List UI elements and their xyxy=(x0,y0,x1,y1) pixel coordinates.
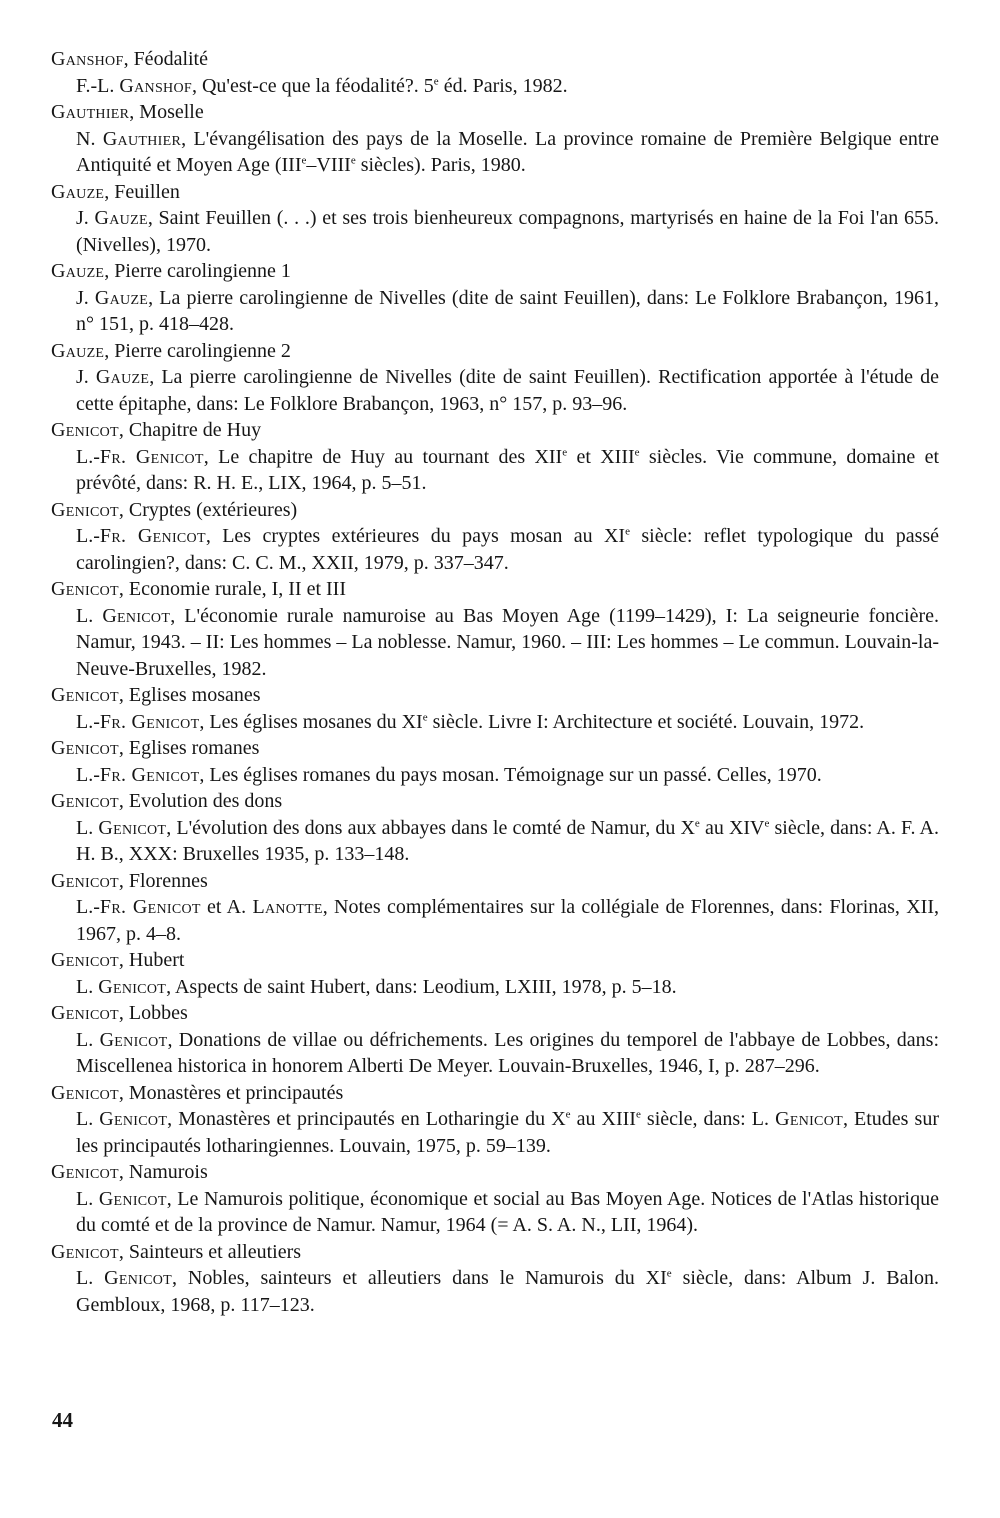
superscript: e xyxy=(350,154,356,167)
reference-text: J. xyxy=(76,286,95,309)
entry-author: Genicot xyxy=(51,949,119,971)
reference-text: J. xyxy=(76,366,96,388)
entry-short-title xyxy=(51,576,939,603)
entry-short-title xyxy=(51,788,939,815)
entry-short-title xyxy=(51,682,939,709)
superscript: e xyxy=(301,154,307,167)
author-name: Genicot xyxy=(775,1108,843,1130)
entry-reference xyxy=(51,1265,939,1318)
author-name: Genicot xyxy=(98,1187,167,1210)
author-name: Fr. Genicot xyxy=(99,525,206,547)
bibliography-entry xyxy=(51,868,939,948)
reference-text: siècle. Livre I: Architecture et société. Louvain, 1972. xyxy=(427,710,865,733)
bibliography-entry xyxy=(51,682,939,735)
entry-author: Gauze xyxy=(51,339,105,362)
entry-short-label: , Florennes xyxy=(118,869,208,892)
superscript: e xyxy=(562,445,568,458)
entry-reference xyxy=(51,205,939,258)
author-name: Genicot xyxy=(98,816,167,839)
entry-reference xyxy=(51,709,939,736)
entry-author: Genicot xyxy=(51,737,119,759)
bibliography-entry xyxy=(51,1159,939,1239)
bibliography-entry xyxy=(51,947,939,1000)
entry-short-label: , Cryptes (extérieures) xyxy=(118,498,298,521)
entry-author: Genicot xyxy=(51,578,119,600)
reference-text: L. xyxy=(76,604,103,627)
entry-author: Genicot xyxy=(51,419,119,441)
author-name: Lanotte xyxy=(252,896,323,918)
reference-text: , La pierre carolingienne de Nivelles (dite de saint Feuillen). Rectification apportée à l'étude de cette épitaphe, dans: Le Folklore Brabançon, 1963, n° 157, p. 93–96. xyxy=(76,366,939,415)
author-name: Genicot xyxy=(104,1267,173,1289)
reference-text: , Aspects de saint Hubert, dans: Leodium, LXIII, 1978, p. 5–18. xyxy=(166,975,677,998)
author-name: Genicot xyxy=(99,1028,168,1051)
reference-text: L. xyxy=(76,816,99,839)
superscript: e xyxy=(694,816,700,829)
author-name: Fr. Genicot xyxy=(99,763,200,786)
entry-short-label: , Féodalité xyxy=(123,48,208,70)
superscript: e xyxy=(625,525,630,538)
entry-short-title xyxy=(51,1000,939,1027)
entry-author: Genicot xyxy=(51,1002,119,1024)
reference-text: , Etudes sur les principautés lotharingiennes. Louvain, 1975, p. 59–139. xyxy=(76,1108,939,1157)
bibliography-entry xyxy=(51,1000,939,1080)
superscript: e xyxy=(433,74,439,87)
reference-text: L.- xyxy=(76,525,100,547)
reference-text: N. xyxy=(76,127,103,150)
superscript: e xyxy=(565,1108,571,1121)
entry-author: Gauthier xyxy=(51,101,130,123)
author-name: Gauze xyxy=(94,286,149,309)
entry-short-label: , Lobbes xyxy=(118,1002,188,1024)
bibliography-list xyxy=(51,46,939,1318)
entry-author: Genicot xyxy=(51,869,119,892)
reference-text: , Le chapitre de Huy au tournant des XII xyxy=(203,445,563,468)
bibliography-entry xyxy=(51,497,939,577)
entry-short-title xyxy=(51,735,939,762)
entry-reference xyxy=(51,285,939,338)
reference-text: –VIII xyxy=(306,154,351,176)
reference-text: L.- xyxy=(76,445,100,468)
reference-text: , Notes complémentaires sur la collégiale de Florennes, dans: Florinas, XII, 1967, p. 4–8. xyxy=(76,896,939,945)
entry-short-title xyxy=(51,46,939,73)
entry-short-label: , Chapitre de Huy xyxy=(118,419,262,441)
reference-text: éd. Paris, 1982. xyxy=(438,74,568,97)
author-name: Ganshof xyxy=(119,74,192,97)
entry-reference xyxy=(51,126,939,179)
reference-text: siècle, dans: A. F. A. H. B., XXX: Bruxelles 1935, p. 133–148. xyxy=(76,816,939,865)
author-name: Fr. Genicot xyxy=(99,710,200,733)
entry-short-title xyxy=(51,868,939,895)
entry-short-label: , Eglises mosanes xyxy=(118,684,261,706)
author-name: Genicot xyxy=(98,975,167,998)
entry-short-title xyxy=(51,497,939,524)
entry-short-title xyxy=(51,417,939,444)
bibliography-entry xyxy=(51,338,939,418)
entry-reference xyxy=(51,762,939,789)
entry-short-label: , Moselle xyxy=(129,101,204,123)
entry-short-label: , Namurois xyxy=(118,1161,208,1183)
entry-reference xyxy=(51,523,939,576)
reference-text: L. xyxy=(76,1187,99,1210)
entry-author: Genicot xyxy=(51,684,119,706)
reference-text: L.- xyxy=(76,710,100,733)
reference-text: et A. xyxy=(200,896,253,918)
entry-author: Genicot xyxy=(51,1161,119,1183)
bibliography-entry xyxy=(51,417,939,497)
reference-text: , Monastères et principautés en Lotharingie du X xyxy=(167,1108,566,1130)
entry-reference xyxy=(51,894,939,947)
entry-short-title xyxy=(51,338,939,365)
reference-text: siècles. Vie commune, domaine et prévôté, dans: R. H. E., LIX, 1964, p. 5–51. xyxy=(76,445,939,494)
bibliography-entry xyxy=(51,46,939,99)
entry-short-label: , Feuillen xyxy=(104,180,180,203)
reference-text: , La pierre carolingienne de Nivelles (dite de saint Feuillen), dans: Le Folklore Brabançon, 1961, n° 151, p. 418–428. xyxy=(76,286,939,335)
superscript: e xyxy=(666,1267,672,1280)
author-name: Fr. Genicot xyxy=(99,445,204,468)
bibliography-entry xyxy=(51,735,939,788)
bibliography-entry xyxy=(51,179,939,259)
reference-text: , Nobles, sainteurs et alleutiers dans le Namurois du XI xyxy=(172,1267,667,1289)
reference-text: au XIV xyxy=(699,816,765,839)
superscript: e xyxy=(635,1108,641,1121)
entry-reference xyxy=(51,1186,939,1239)
entry-author: Ganshof xyxy=(51,48,124,70)
author-name: Gauze xyxy=(94,207,148,229)
entry-author: Gauze xyxy=(51,260,105,282)
entry-short-title xyxy=(51,258,939,285)
entry-short-label: , Eglises romanes xyxy=(118,737,260,759)
entry-reference xyxy=(51,73,939,100)
entry-short-title xyxy=(51,1159,939,1186)
entry-short-label: , Evolution des dons xyxy=(118,790,283,812)
entry-reference xyxy=(51,444,939,497)
reference-text: L.- xyxy=(76,896,100,918)
reference-text: siècles). Paris, 1980. xyxy=(355,154,526,176)
entry-short-label: , Monastères et principautés xyxy=(118,1081,344,1104)
reference-text: , Les églises mosanes du XI xyxy=(199,710,423,733)
entry-author: Genicot xyxy=(51,498,119,521)
entry-reference xyxy=(51,815,939,868)
page-number: 44 xyxy=(52,1408,73,1432)
reference-text: au XIII xyxy=(570,1108,636,1130)
reference-text: , Qu'est-ce que la féodalité?. 5 xyxy=(191,74,434,97)
entry-author: Genicot xyxy=(51,790,119,812)
bibliography-entry xyxy=(51,576,939,682)
entry-reference xyxy=(51,1027,939,1080)
author-name: Gauze xyxy=(95,366,150,388)
reference-text: L. xyxy=(76,1267,105,1289)
author-name: Genicot xyxy=(99,1108,168,1130)
reference-text: , Les cryptes extérieures du pays mosan au XI xyxy=(205,525,626,547)
entry-short-label: , Pierre carolingienne 2 xyxy=(104,339,291,362)
reference-text: , L'évolution des dons aux abbayes dans le comté de Namur, du X xyxy=(166,816,695,839)
reference-text: , L'évangélisation des pays de la Moselle. La province romaine de Première Belgique entre Antiquité et Moyen Age (III xyxy=(76,127,939,176)
entry-author: Genicot xyxy=(51,1081,119,1104)
reference-text: siècle: reflet typologique du passé carolingien?, dans: C. C. M., XXII, 1979, p. 337–347. xyxy=(76,525,940,574)
bibliography-entry xyxy=(51,1080,939,1160)
entry-short-title xyxy=(51,1080,939,1107)
bibliography-entry xyxy=(51,99,939,179)
author-name: Fr. Genicot xyxy=(99,896,201,918)
reference-text: F.-L. xyxy=(76,74,120,97)
reference-text: , Le Namurois politique, économique et social au Bas Moyen Age. Notices de l'Atlas historique du comté et de la province de Namur. Namur, 1964 (= A. S. A. N., LII, 1964). xyxy=(76,1187,939,1236)
reference-text: et XIII xyxy=(567,445,635,468)
reference-text: , Les églises romanes du pays mosan. Témoignage sur un passé. Celles, 1970. xyxy=(199,763,822,786)
entry-short-title xyxy=(51,99,939,126)
superscript: e xyxy=(764,816,770,829)
reference-text: L. xyxy=(76,1108,100,1130)
superscript: e xyxy=(634,445,640,458)
author-name: Genicot xyxy=(102,604,171,627)
reference-text: L. xyxy=(76,975,99,998)
reference-text: , Saint Feuillen (. . .) et ses trois bienheureux compagnons, martyrisés en haine de la Foi l'an 655. (Nivelles), 1970. xyxy=(76,207,939,256)
entry-author: Genicot xyxy=(51,1240,119,1263)
reference-text: , L'économie rurale namuroise au Bas Moyen Age (1199–1429), I: La seigneurie foncière. Namur, 1943. – II: Les hommes – La noblesse. Namur, 1960. – III: Les hommes – Le commun. Louvain-la-Neuve-Bruxelles, 1982. xyxy=(76,604,940,680)
entry-short-label: , Hubert xyxy=(118,949,185,971)
superscript: e xyxy=(422,710,428,723)
reference-text: , Donations de villae ou défrichements. Les origines du temporel de l'abbaye de Lobbes, dans: Miscellenea historica in honorem Alberti De Meyer. Louvain-Bruxelles, 1946, I, p. 287–296. xyxy=(76,1028,939,1077)
entry-short-title xyxy=(51,947,939,974)
reference-text: siècle, dans: Album J. Balon. Gembloux, 1968, p. 117–123. xyxy=(76,1267,940,1316)
entry-short-label: , Economie rurale, I, II et III xyxy=(118,578,346,600)
entry-short-title xyxy=(51,1239,939,1266)
entry-short-title xyxy=(51,179,939,206)
bibliography-entry xyxy=(51,1239,939,1319)
bibliography-entry xyxy=(51,788,939,868)
entry-author: Gauze xyxy=(51,180,105,203)
entry-reference xyxy=(51,1106,939,1159)
entry-reference xyxy=(51,974,939,1001)
reference-text: L.- xyxy=(76,763,100,786)
reference-text: siècle, dans: L. xyxy=(640,1108,776,1130)
author-name: Gauthier xyxy=(102,127,182,150)
reference-text: J. xyxy=(76,207,95,229)
bibliography-entry xyxy=(51,258,939,338)
reference-text: L. xyxy=(76,1028,100,1051)
entry-reference xyxy=(51,364,939,417)
entry-reference xyxy=(51,603,939,683)
entry-short-label: , Sainteurs et alleutiers xyxy=(118,1240,302,1263)
entry-short-label: , Pierre carolingienne 1 xyxy=(104,260,291,282)
